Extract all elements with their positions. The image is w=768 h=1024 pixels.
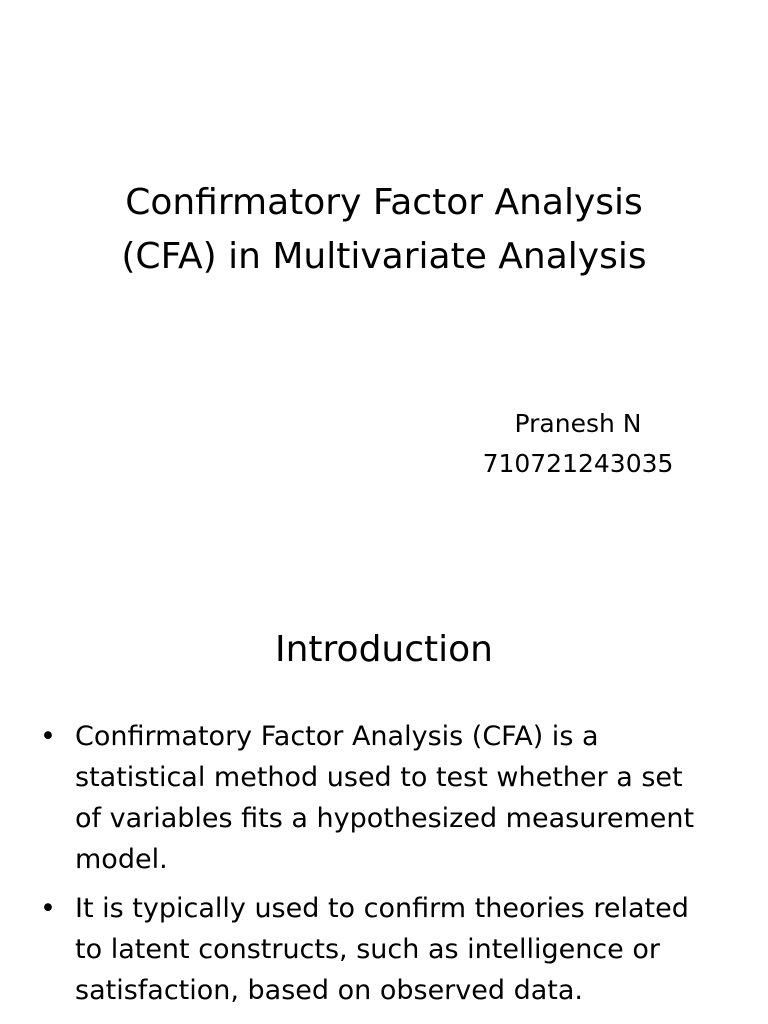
author-id: 710721243035: [482, 449, 674, 478]
bullet-marker: •: [40, 721, 56, 752]
bullet-item: [38, 888, 718, 1011]
bullet-text-line: model.: [75, 844, 168, 875]
title-line: (CFA) in Multivariate Analysis: [121, 236, 647, 277]
bullet-list: [38, 716, 718, 1019]
slide-title: Introduction: [274, 629, 493, 670]
bullet-marker: •: [40, 893, 56, 924]
bullet-text-line: satisfaction, based on observed data.: [75, 975, 583, 1006]
author-info: [448, 404, 708, 484]
bullet-text-line: to latent constructs, such as intelligence or: [75, 934, 660, 965]
bullet-text-line: It is typically used to confirm theories related: [75, 893, 689, 924]
presentation-title: [60, 176, 708, 284]
title-line: Confirmatory Factor Analysis: [125, 182, 643, 223]
introduction-slide: [0, 576, 768, 1024]
bullet-text-line: of variables fits a hypothesized measurement: [75, 803, 695, 834]
author-name: Pranesh N: [514, 409, 642, 438]
bullet-text-line: statistical method used to test whether a set: [75, 762, 683, 793]
bullet-item: [38, 716, 718, 880]
bullet-text-line: Confirmatory Factor Analysis (CFA) is a: [75, 721, 599, 752]
